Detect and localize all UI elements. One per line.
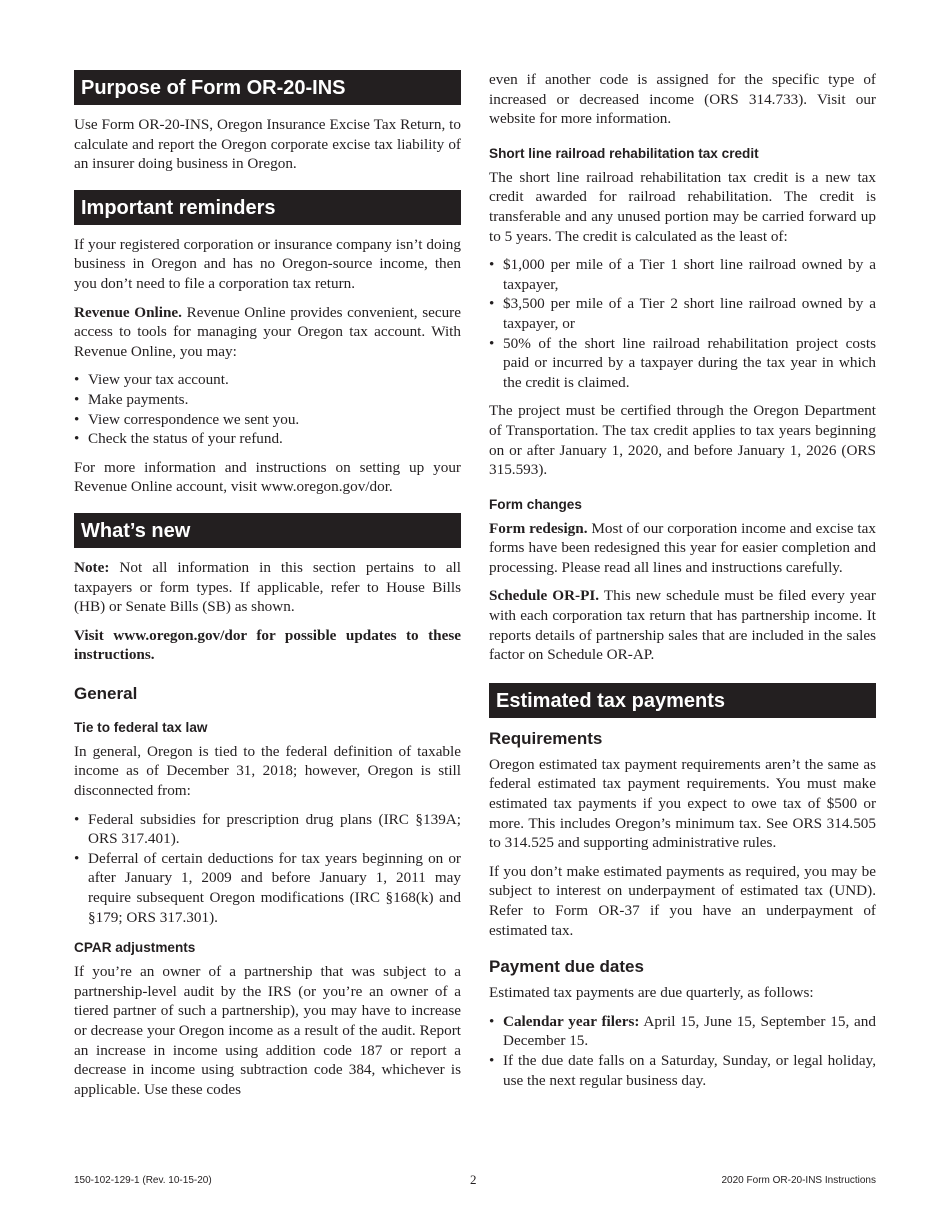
form-redesign-lead: Form redesign. [489,519,588,537]
revenue-online-text: Revenue Online provides convenient, secure access to tools for managing your Oregon tax account. With Revenue Online, you may: [74,303,461,360]
schedule-or-pi-lead: Schedule OR-PI. [489,587,600,605]
requirements-heading: Requirements [489,728,603,748]
requirements-paragraph: Oregon estimated tax payment requirements aren’t the same as federal estimated tax payment requirements. You must make estimated tax payments if you expect to owe tax of $500 or more. This includes Oregon’s minimum tax. See ORS 314.505 to 314.525 and supporting administrative rules. [489,755,876,852]
list-item [489,1012,876,1051]
tie-federal-paragraph: In general, Oregon is tied to the federal definition of taxable income as of December 31, 2018; however, Oregon is still disconnected from: [74,742,461,800]
revenue-online-more-paragraph: For more information and instructions on setting up your Revenue Online account, visit www.oregon.gov/dor. [74,458,461,496]
revenue-online-list [74,370,461,448]
payment-due-dates-heading: Payment due dates [489,957,644,977]
railroad-paragraph: The short line railroad rehabilitation tax credit is a new tax credit awarded for railroad rehabilitation. The credit is transferable and any unused portion may be carried forward up to 5 years. The credit is calculated as the least of: [489,168,876,245]
railroad-heading: Short line railroad rehabilitation tax credit [489,145,759,161]
railroad-project-paragraph: The project must be certified through the Oregon Department of Transportation. The tax credit applies to tax years beginning on or after January 1, 2020, and before January 1, 2026 (ORS 315.593). [489,402,876,479]
footer-form-title: 2020 Form OR-20-INS Instructions [721,1175,876,1186]
list-item: • View correspondence we sent you. [74,410,461,430]
right-column [489,70,876,1099]
page-footer [74,1173,876,1189]
visit-updates-paragraph: Visit www.oregon.gov/dor for possible updates to these instructions. [74,626,461,664]
note-text: Not all information in this section pertains to all taxpayers or form types. If applicable, refer to House Bills (HB) or Senate Bills (SB) as shown. [74,558,461,616]
section-header-reminders: Important reminders [74,190,461,225]
note-paragraph [74,558,461,617]
form-redesign-text: Most of our corporation income and excise tax forms have been redesigned this year for easier completion and processing. Please read all lines and instructions carefully. [489,519,876,576]
list-item: • View your tax account. [74,370,461,390]
footer-page-number: 2 [470,1172,477,1187]
list-item: • $1,000 per mile of a Tier 1 short line railroad owned by a taxpayer, [489,255,876,294]
reminders-paragraph: If your registered corporation or insurance company isn’t doing business in Oregon and has no Oregon-source income, then you don’t need to file a corporation tax return. [74,235,461,292]
tie-federal-list [74,810,461,928]
schedule-or-pi-paragraph [489,586,876,664]
form-redesign-paragraph [489,519,876,578]
cpar-paragraph: If you’re an owner of a partnership that was subject to a partnership-level audit by the IRS (or you’re an owner of a tiered partner of such a partnership), you may have to increase or decrease your Oregon income as a result of the audit. Report an increase in income using addition code 187 or report a decrease in income using subtraction code 384, whichever is applicable. Use these codes [74,963,461,1098]
purpose-paragraph: Use Form OR-20-INS, Oregon Insurance Excise Tax Return, to calculate and report the Oregon corporate excise tax liability of an insurer doing business in Oregon. [74,116,461,173]
footer-form-number: 150-102-129-1 (Rev. 10-15-20) [74,1175,212,1186]
schedule-or-pi-text: This new schedule must be filed every year with each corporation tax return that has partnership income. It reports details of partnership sales that are included in the sales factor on Schedule OR-AP. [489,587,876,664]
cpar-continued-paragraph: even if another code is assigned for the specific type of increased or decreased income (ORS 314.733). Visit our website for more information. [489,71,876,128]
list-item: • $3,500 per mile of a Tier 2 short line railroad owned by a taxpayer, or [489,294,876,333]
form-changes-heading: Form changes [489,496,582,512]
revenue-online-paragraph [74,303,461,362]
tie-federal-heading: Tie to federal tax law [74,719,208,735]
payment-due-dates-paragraph: Estimated tax payments are due quarterly, as follows: [489,984,814,1002]
cpar-heading: CPAR adjustments [74,940,196,956]
note-lead: Note: [74,558,110,576]
list-item: • If the due date falls on a Saturday, Sunday, or legal holiday, use the next regular business day. [489,1051,876,1090]
section-header-whats-new: What’s new [74,513,461,548]
underpayment-paragraph: If you don’t make estimated payments as required, you may be subject to interest on underpayment of estimated tax (UND). Refer to Form OR-37 if you have an underpayment of estimated tax. [489,862,876,939]
calendar-filers-text: April 15, June 15, September 15, and December 15. [503,1012,876,1050]
list-item: • 50% of the short line railroad rehabilitation project costs paid or incurred by a taxpayer during the tax year in which the credit is claimed. [489,334,876,393]
section-header-estimated: Estimated tax payments [489,683,876,718]
section-header-purpose: Purpose of Form OR-20-INS [74,70,461,105]
railroad-list [489,255,876,392]
payment-due-dates-list [489,1012,876,1090]
left-column [74,70,461,1108]
list-item: • Make payments. [74,390,461,410]
list-item: • Federal subsidies for prescription drug plans (IRC §139A; ORS 317.401). [74,810,461,849]
list-item: • Check the status of your refund. [74,429,461,449]
calendar-filers-lead: Calendar year filers: [503,1012,640,1030]
general-heading: General [74,683,138,703]
revenue-online-lead: Revenue Online. [74,303,182,321]
list-item: • Deferral of certain deductions for tax years beginning on or after January 1, 2009 and before January 1, 2011 may require subsequent Oregon modifications (IRC §168(k) and §179; ORS 317.301). [74,849,461,927]
